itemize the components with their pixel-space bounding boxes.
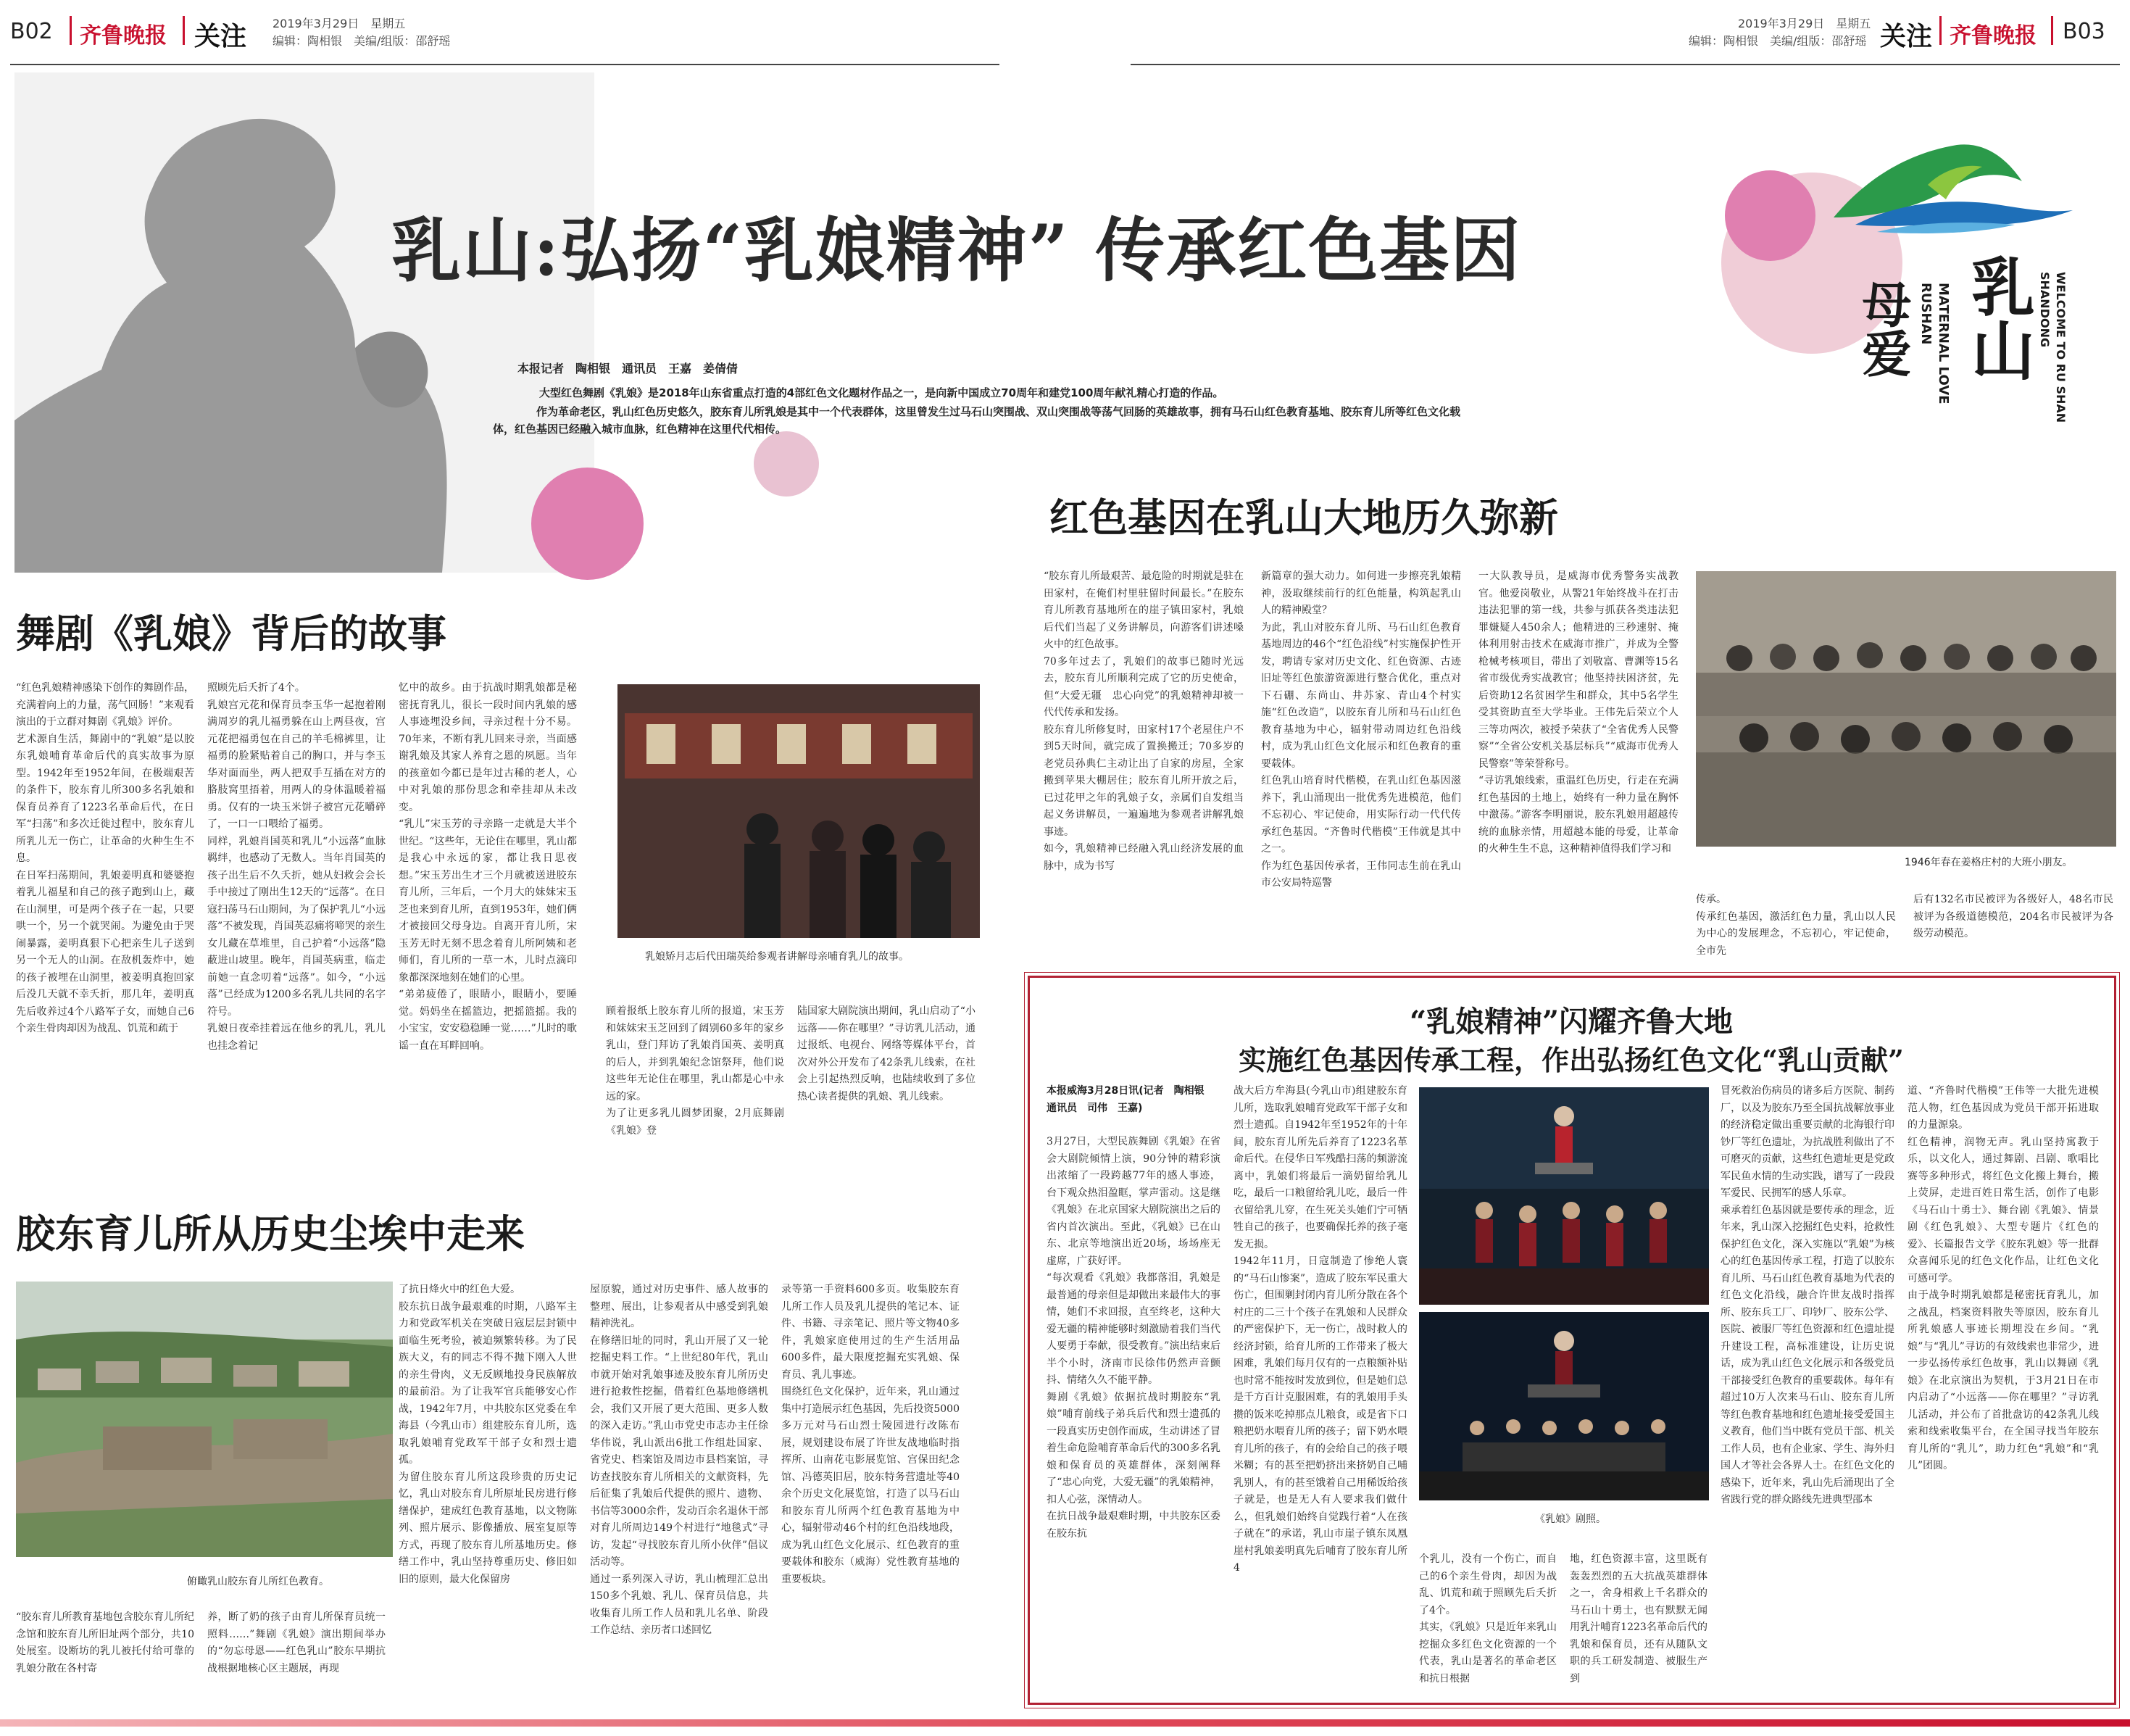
gene-photo-caption: 1946年春在姜格庄村的大班小朋友。 [1905,857,2073,868]
feature-col-1: 3月27日，大型民族舞剧《乳娘》在省会大剧院倾情上演，90分钟的精彩演出浓缩了一段跨越77年的感人事迹，台下观众热泪盈眶，掌声雷动。这是继《乳娘》在北京国家大剧院演出之后的省内首次演出。至此，《乳娘》已在山东、北京等地演出近20场，场场座无虚席，广获好评。 “每次观看《乳娘》我都落泪，乳娘是最普通的母亲但是却做出来最伟大的事情，她们不求回报，直至终老，这种大爱无疆的精神能够时刻激励着我们当代人要勇于奉献，很受教育。”演出结束后半个小时，济南市民徐伟仍然声音颤抖、情绪久久不能平静。 舞剧《乳娘》依据抗战时期胶东“乳娘”哺育前线子弟兵后代和烈士遗孤的一段真实历史创作而成，生动讲述了冒着生命危险哺育革命后代的300多名乳娘和保育员的英雄群体，深刻阐释了“忠心向党，大爱无疆”的乳娘精神，扣人心弦，深情动人。 在抗日战争最艰难时期，中共胶东区委在胶东抗 [1047,1136,1220,1540]
editor-left: 编辑：陶相银 美编/组版：邵舒瑶 [273,34,451,48]
story-col-3: 忆中的故乡。由于抗战时期乳娘都是秘密抚育乳儿，很长一段时间内乳娘的感人事迹埋没乡间，寻亲过程十分不易。70年来，不断有乳儿回来寻亲，当面感谢乳娘及其家人养育之恩的夙愿。当年的孩童如今都已是年过古稀的老人，心中对乳娘的那份思念和牵挂却从未改变。 “乳儿”宋玉芳的寻亲路一走就是大半个世纪。“这些年，无论住在哪里，乳山都是我心中永远的家，都让我日思夜想。”宋玉芳出生才三个月就被送进胶东育儿所，三年后，一个月大的妹妹宋玉芝也来到育儿所，直到1953年，她们俩才被接回父母身边。自离开育儿所，宋玉芳无时无刻不思念着育儿所阿姨和老师们，育儿所的一草一木，儿时点滴印象都深深地刻在她们的心里。 “弟弟疲倦了，眼睛小，眼睛小，要睡觉。妈妈坐在摇篮边，把摇篮摇。我的小宝宝，安安稳稳睡一觉……”儿时的歌谣一直在耳畔回响。 [399,682,577,1052]
logo-en-welcome: WELCOME TO RU SHAN SHANDONG [2038,272,2068,423]
header-divider [1939,16,1942,45]
main-headline: 乳山:弘扬“乳娘精神” 传承红色基因 [391,209,1522,291]
museum-aerial-photo [16,1282,393,1557]
main-lead-2: 作为革命老区，乳山红色历史悠久，胶东育儿所乳娘是其中一个代表群体，这里曾发生过马石山突围战、双山突围战等荡气回肠的英雄故事，拥有马石山红色教育基地、胶东育儿所等红色文化载体，红色基因已经融入城市血脉，红色精神在这里代代相传。 [493,405,1461,436]
feature-title-2: 实施红色基因传承工程，作出弘扬红色文化“乳山贡献” [1239,1044,1904,1076]
header-divider [70,16,72,45]
logo-muai-text: 母爱 [1854,279,1912,378]
date-left: 2019年3月29日 星期五 [273,17,406,30]
page-number-left: B02 [10,19,53,44]
paper-name-right: 齐鲁晚报 [1950,23,2037,49]
section-title-museum: 胶东育儿所从历史尘埃中走来 [16,1210,525,1257]
section-label-left: 关注 [194,22,247,51]
museum-photo-caption: 俯瞰乳山胶东育儿所红色教育。 [187,1576,329,1587]
gene-col-4: 传承。 传承红色基因，激活红色力量，乳山以人民为中心的发展理念，不忘初心，牢记使命，全市先 [1696,894,1896,957]
gene-col-1: “胶东育儿所最艰苦、最危险的时期就是驻在田家村，在俺们村里驻留时间最长。”在胶东育儿所教育基地所在的崖子镇田家村，乳娘后代们当起了义务讲解员，向游客们讲述嗓火中的红色故事。 70多年过去了，乳娘们的故事已随时光远去，胶东育儿所顺利完成了它的历史使命，但“大爱无疆 忠心向党”的乳娘精神却被一代代传承和发扬。 胶东育儿所修复时，田家村17个老屋住户不到5天时间，就完成了置换搬迁；70多岁的老党员孙典仁主动让出了自家的房屋，全家搬到苹果大棚居住；胶东育儿所开放之后，已过花甲之年的乳娘子女，亲属们自发组当起义务讲解员，一遍遍地为参观者讲解乳娘事迹。 如今，乳娘精神已经融入乳山经济发展的血脉中，成为书写 [1044,570,1244,872]
bottom-color-bar [0,1719,2130,1727]
header-divider [183,16,185,45]
gene-col-2: 新篇章的强大动力。如何进一步擦亮乳娘精神，汲取继续前行的红色能量，构筑起乳山人的精神殿堂？ 为此，乳山对胶东育儿所、马石山红色教育基地周边的46个“红色沿线”村实施保护性开发，聘请专家对历史文化、红色资源、古迹旧址等红色旅游资源进行整合优化，重点对下石硼、东尚山、井苏家、青山4个村实施“红色改造”，以胶东育儿所和马石山红色教育基地为中心，辐射带动周边红色沿线村，成为乳山红色文化展示和红色教育的重要载体。 红色乳山培育时代楷模，在乳山红色基因滋养下，乳山涌现出一批优秀先进模范，他们不忘初心、牢记使命，用实际行动一代代传承红色基因。“齐鲁时代楷模”王伟就是其中之一。 作为红色基因传承者，王伟同志生前在乳山市公安局特巡警 [1261,570,1461,889]
gene-col-3: 一大队教导员，是威海市优秀警务实战教官。他爱岗敬业，从警21年始终战斗在打击违法犯罪的第一线，共参与抓获各类违法犯罪嫌疑人450余人；他精进的三秒速射、掩体利用射击技术在威海市推广，并成为全警枪械考核项目，带出了刘敬富、曹渊等15名省市级优秀实战教官；他坚持扶困济贫，先后资助12名贫困学生和群众，其中5名学生受其资助直至大学毕业。王伟先后荣立个人三等功两次，被授予荣获了“全省优秀人民警察”“全省公安机关基层标兵”“威海市优秀人民警察”等荣誉称号。 “寻访乳娘线索，重温红色历史，行走在充满红色基因的土地上，始终有一种力量在胸怀中激荡。”游客李明丽说，胶东乳娘用超越传统的血脉亲情，用超越本能的母爱，让革命的火种生生不息，这种精神值得我们学习和 [1478,570,1678,855]
feature-col-4: 道、“齐鲁时代楷模”王伟等一大批先进模范人物，红色基因成为党员干部开拓进取的力量源泉。 红色精神，润物无声。乳山坚持寓教于乐，以文化人，通过舞剧、吕剧、歌唱比赛等多种形式，将红色文化搬上舞台，搬上荧屏，走进百姓日常生活，创作了电影《马石山十勇士》、舞台剧《乳娘》、情景剧《红色乳娘》、大型专题片《红色的爱》、长篇报告文学《胶东乳娘》等一批群众喜闻乐见的红色文化作品，让红色文化可感可学。 由于战争时期乳娘都是秘密抚育乳儿，加之战乱，档案资料散失等原因，胶东育儿所乳娘感人事迹长期埋没在乡间。“乳娘”与“乳儿”寻访的有效线索也非常少，进一步弘扬传承红色故事，乳山以舞剧《乳娘》在北京演出为契机，于3月21日在市内启动了“小远落——你在哪里？”寻访乳儿活动，并公布了首批盘访的42条乳儿线索和线索收集平台，在全国寻找当年胶东育儿所的“乳儿”，助力红色“乳娘”和“乳儿”团圆。 [1908,1085,2099,1471]
feature-title-1: “乳娘精神”闪耀齐鲁大地 [1409,1005,1733,1039]
decorative-circle-magenta [531,468,644,580]
section-label-right: 关注 [1880,22,1933,51]
feature-col-2b: 个乳儿，没有一个伤亡，而自己的6个亲生骨肉，却因为战乱、饥荒和疏于照顾先后夭折了4个。 其实，《乳娘》只是近年来乳山挖掘众多红色文化资源的一个代表，乳山是著名的革命老区和抗日根据 [1419,1553,1557,1685]
decorative-circle-magenta [1725,170,1815,261]
museum-col-0a: “胶东育儿所教育基地包含胶东育儿所纪念馆和胶东育儿所旧址两个部分，共10处展室。设断坊的乳儿被托付给可靠的乳娘分散在各村寄 [16,1611,194,1674]
feature-photo-caption: 《乳娘》剧照。 [1535,1513,1606,1525]
paper-name-left: 齐鲁晚报 [80,23,167,49]
museum-col-0b: 养，断了奶的孩子由育儿所保育员统一照料……”舞剧《乳娘》演出期间举办的“勿忘母恩——红色乳山”胶东早期抗战根据地核心区主题展，再现 [207,1611,386,1674]
gene-col-5: 后有132名市民被评为各级好人，48名市民被评为各级道德模范，204名市民被评为各级劳动模范。 [1913,894,2113,939]
logo-rushan-text: 乳山 [1961,254,2037,381]
section-title-gene: 红色基因在乳山大地历久弥新 [1049,494,1558,541]
feature-stage-photo-2 [1419,1312,1709,1500]
feature-col-2: 战大后方牟海县(今乳山市)组建胶东育儿所，选取乳娘哺育党政军干部子女和烈士遗孤。自1942年至1952年的十年间，胶东育儿所先后养育了1223名革命后代。在侵华日军残酷扫荡的频游流离中，乳娘们将最后一滴奶留给乳儿吃，最后一口粮留给乳儿吃，最后一件衣留给乳儿穿，在生死关头她们宁可牺牲自己的孩子，也要确保托养的孩子毫发无损。 1942年11月，日寇制造了惨绝人寰的“马石山惨案”，造成了胶东军民重大伤亡，但围剿封闭内育儿所分散在各个村庄的二三十个孩子在乳娘和人民群众的严密保护下，无一伤亡，战时救人的经济封锁，给育儿所的工作带来了极大困难，乳娘们每月仅有的一点粮额补贴也时常不能按时发放到位，但是她们总是千方百计克服困难，有的乳娘用手头攒的饭米吃掉那点儿粮食，或是省下口粮把奶水喂育儿所的孩子；留下奶水喂育儿所的孩子，有的会给自己的孩子喂米糊；有的甚至把奶挤出来挤奶自己哺乳别人，有的甚至饿着自己用稀饭给孩子就是，也是无人有人要求我们做什么，但乳娘们始终自觉践行着“人在孩子就在”的承诺，乳山市崖子镇东凤凰崖村乳娘姜明真先后哺育了胶东育儿所4 [1234,1085,1407,1574]
story-col-2: 照顾先后夭折了4个。 乳娘宫元花和保育员李玉华一起抱着刚满周岁的乳儿福勇躲在山上两昼夜，宫元花把福勇包在自己的羊毛棉裤里，让福勇的脸紧贴着自己的胸口，并与李玉华对面而坐，两人把双手互插在对方的胳肢窝里捂着，用两人的身体温暖着福勇。仅有的一块玉米饼子被宫元花嚼碎了，一口一口喂给了福勇。 同样，乳娘肖国英和乳儿“小远落”血脉羁绊，也感动了无数人。当年肖国英的孩子出生后不久夭折，她从妇救会会长手中接过了刚出生12天的“远落”。在日寇扫荡马石山期间，为了保护乳儿“小远落”不被发现，肖国英忍痛将啼哭的亲生女儿藏在草堆里，自己护着“小远落”隐蔽进山坡里。晚年，肖国英病重，临走前她一直念叨着“远落”。如今，“小远落”已经成为1200多名乳儿共同的名字符号。 乳娘日夜牵挂着远在他乡的乳儿，乳儿也挂念着记 [207,682,386,1052]
header-rule-left [10,64,999,65]
page-number-right: B03 [2063,19,2105,44]
museum-col-1: 了抗日烽火中的红色大爱。 胶东抗日战争最艰难的时期，八路军主力和党政军机关在突破日寇层层封锁中面临生死考验，被迫频繁转移。为了民族大义，有的同志不得不抛下刚入人世的亲生骨肉，义无反顾地投身民族解放的最前沿。为了让我军官兵能够安心作战，1942年7月，中共胶东区党委在牟海县（今乳山市）组建胶东育儿所，选取乳娘哺育党政军干部子女和烈士遗孤。 为留住胶东育儿所这段珍贵的历史记忆，乳山对胶东育儿所原址民房进行修缮保护，建成红色教育基地，以文物陈列、照片展示、影像播放、展室复原等方式，再现了胶东育儿所基地历史。修缮工作中，乳山坚持尊重历史、修旧如旧的原则，最大化保留房 [399,1284,577,1585]
story-col-1: “红色乳娘精神感染下创作的舞剧作品，充满着向上的力量，荡气回肠！”来观看演出的于立群对舞剧《乳娘》评价。 艺术源自生活，舞剧中的“乳娘”是以胶东乳娘哺育革命后代的真实故事为原型。1942年至1952年间，在极端艰苦的条件下，胶东育儿所300多名乳娘和保育员养育了1223名革命后代，在日军“扫荡”和多次迁徙过程中，胶东育儿所乳儿无一伤亡，让革命的火种生生不息。 在日军扫荡期间，乳娘姜明真和婆婆抱着乳儿福星和自己的孩子跑到山上，藏在山洞里，可是两个孩子在一起，只要哄一个，另一个就哭闹。为避免由于哭闹暴露，姜明真狠下心把亲生儿子送到另一个无人的山洞。在敌机轰炸中，她的孩子被埋在山洞里，被姜明真抱回家后没几天就不幸夭折，那几年，姜明真先后收养过4个八路军子女，而她自己6个亲生骨肉却因为战乱、饥荒和疏于 [16,682,194,1034]
decorative-circle-pink [754,431,819,497]
main-lead-1: 大型红色舞剧《乳娘》是2018年山东省重点打造的4部红色文化题材作品之一，是向新中国成立70周年和建党100周年献礼精心打造的作品。 [539,386,1224,399]
section-title-story: 舞剧《乳娘》背后的故事 [16,610,446,657]
date-right: 2019年3月29日 星期五 [1738,17,1871,30]
mother-silhouette-image [14,109,486,573]
feature-col-3b: 地，红色资源丰富，这里既有轰轰烈烈的五大抗战英雄群体之一，舍身相救上千名群众的马石山十勇士，也有默默无闻用乳汁哺育1223名革命后代的乳娘和保育员，还有从随队文职的兵工研发制造、被服生产到 [1570,1553,1707,1685]
museum-col-3: 录等第一手资料600多页。收集胶东育儿所工作人员及乳儿提供的笔记本、证件、书籍、寻亲笔记、照片等文物40多件，乳娘家庭使用过的生产生活用品600多件，最大限度挖掘充实乳娘、保育员、乳儿事迹。 围绕红色文化保护，近年来，乳山通过集中打造展示红色基因，先后投资5000多万元对马石山烈士陵园进行改陈布展，规划建设布展了许世友战地临时指挥所、山南花屯影展览馆、宫保田纪念馆、冯德英旧居，胶东特务营遗址等40余个历史文化展览馆，打造了以马石山和胶东育儿所两个红色教育基地为中心，辐射带动46个村的红色沿线地段，成为乳山红色文化展示、红色教育的重要载体和胶东（威海）党性教育基地的重要板块。 [781,1284,960,1585]
logo-en-text: MATERNAL LOVE RUSHAN [1918,283,1951,404]
header-rule-right [1131,64,2120,65]
story-photo [617,684,980,938]
story-col-5: 陆国家大剧院演出期间，乳山启动了“小远落——你在哪里？”寻访乳儿活动，通过报纸、电视台、网络等媒体平台，首次对外公开发布了42条乳儿线索，在社会上引起热烈反响，也陆续收到了多位热心读者提供的乳娘、乳儿线索。 [797,1005,975,1102]
rushan-mountain-logo-icon [1826,130,2080,239]
gene-historic-photo [1696,571,2116,847]
feature-stage-photo-1 [1419,1087,1709,1305]
story-col-4: 顾着报纸上胶东育儿所的报道，宋玉芳和妹妹宋玉芝回到了阔别60多年的家乡乳山，登门拜访了乳娘肖国英、姜明真的后人，并到乳娘纪念馆祭拜，他们说这些年无论住在哪里，乳山都是心中永远的家。 为了让更多乳儿圆梦团聚，2月底舞剧《乳娘》登 [606,1005,784,1137]
story-photo-caption: 乳娘矫月志后代田瑞英给参观者讲解母亲哺育乳儿的故事。 [645,951,909,963]
feature-byline: 本报威海3月28日讯(记者 陶相银 通讯员 司伟 王嘉) [1047,1085,1215,1114]
feature-col-3: 冒死救治伤病员的诸多后方医院、制药厂，以及为胶东乃至全国抗战解放事业的经济稳定做出重要贡献的北海银行印钞厂等红色遗址，为抗战胜利做出了不可磨灭的贡献，这些红色遗址更是党政军民鱼水情的生动实践，谱写了一段段军爱民、民拥军的感人乐章。 乘承着红色基因就是要传承的理念，近年来，乳山深入挖掘红色史料，抢救性保护红色文化，深入实施以“乳娘”为核心的红色基因传承工程，打造了以胶东育儿所、马石山红色教育基地为代表的红色文化沿线，融合许世友战时指挥所、胶东兵工厂、印钞厂、胶东公学、医院、被服厂等红色资源和红色遗址提升建设工程，高标准建设，让历史说话，成为乳山红色文化展示和各级党员干部接受红色教育的重要载体。每年有超过10万人次来马石山、胶东育儿所等红色教育基地和红色遗址接受爱国主义教育，他们当中既有党员干部、机关工作人员，也有企业家、学生、海外归国人才等社会各界人士。在红色文化的感染下，近年来，乳山先后涌现出了全省践行党的群众路线先进典型邵本 [1721,1085,1894,1505]
header-divider [2051,16,2053,45]
museum-col-2: 屋原貌，通过对历史事件、感人故事的整理、展出，让参观者从中感受到乳娘精神洗礼。 在修缮旧址的同时，乳山开展了又一轮挖掘史料工作。“上世纪80年代，乳山市就开始对乳娘事迹及胶东育儿所历史进行抢救性挖掘，借着红色基地修缮机会，我们又开展了更大范围、更多人数的深入走访。”乳山市党史市志办主任徐华伟说，乳山派出6批工作组赴国家、省党史、档案馆及周边市县档案馆，寻访查找胶东育儿所相关的文献资料，先后征集了乳娘后代提供的照片、遗物、书信等3000余件，发动百余名退休干部对育儿所周边149个村进行“地毯式”寻访，发起“寻找胶东育儿所小伙伴”倡议活动等。 通过一系列深入寻访，乳山梳理汇总出150多个乳娘、乳儿、保育员信息，共收集育儿所工作人员和乳儿名单、阶段工作总结、亲历者口述回忆 [590,1284,768,1636]
main-byline: 本报记者 陶相银 通讯员 王嘉 姜倩倩 [517,362,739,375]
editor-right: 编辑：陶相银 美编/组版：邵舒瑶 [1689,34,1867,48]
